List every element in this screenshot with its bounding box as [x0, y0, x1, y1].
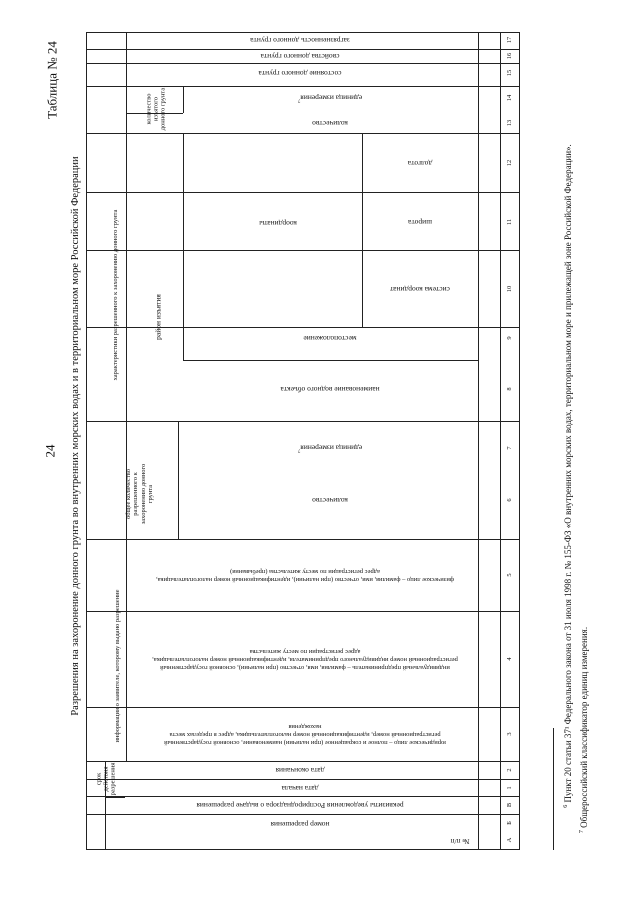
col-water-body: наименование водного объекта [280, 384, 380, 394]
col-location: местоположение [303, 333, 357, 343]
col-unit: единица измерения$^7$ [297, 443, 363, 453]
footnote-6: $^6$ Пункт 20 статьи 37¹ Федерального закона от 31 июля 1998 г. № 155-ФЗ «О внутренних морских водах, территориальном море и прилежащей зоне Российской Федерации». [563, 144, 573, 808]
footnote-7: $^7$ Общероссийский классификатор единиц измерения. [579, 626, 589, 834]
col-quantity: количество [312, 495, 348, 505]
index-cell: 8 [505, 387, 513, 391]
col-coord-system: система координат [390, 284, 450, 294]
index-cell: 9 [505, 336, 513, 340]
col-longitude: долгота [407, 158, 433, 168]
table-title: Разрешения на захоронение донного грунта во внутренних морских водах и в территориальном море Российской Федерации [69, 156, 81, 716]
col-coordinates: координаты [259, 218, 297, 228]
index-cell: 6 [505, 498, 513, 502]
col-legal-entity: юридическое лицо – полное и сокращенное (при наличии) наименование, основной государственный регистрационный номер, идентификационный номер налогоплательщика, адрес в пределах места нахождения [164, 722, 446, 747]
col-individual: физическое лицо – фамилия, имя, отчество (при наличии), идентификационный номер налогоплательщика, адрес регистрации по месту жительства (пребывания) [155, 568, 455, 584]
validity-group-header: срок действия разрешения [95, 762, 117, 796]
index-cell: 14 [505, 94, 513, 102]
index-cell: 16 [505, 52, 513, 60]
index-cell: 13 [505, 119, 513, 127]
page-number: 24 [42, 444, 58, 458]
col-num: № п/п [450, 836, 470, 846]
index-cell: В [505, 802, 513, 808]
col-soil-pollution: загрязненность донного грунта [250, 35, 350, 45]
index-cell: 1 [505, 786, 513, 790]
index-cell: 3 [505, 732, 513, 736]
col-entrepreneur: индивидуальный предприниматель – фамилия, имя, отчество (при наличии), основной государственный регистрационный номер индивидуального предпринимателя, идентификационный номер налогоплательщика, адрес регистрации по месту жительства [152, 647, 458, 672]
col-permit-number: номер разрешения [270, 819, 330, 829]
total-amount-group-header: общее количество разрешенного к захоронению донного грунта [124, 463, 154, 525]
index-cell: 7 [505, 446, 513, 450]
extracted-amount-group-header: количество изъятого донного грунта [144, 87, 167, 130]
applicant-group-header: информация о заявителе, которому выдано разрешение [113, 589, 121, 743]
characteristics-group-header: характеристики разрешенного к захоронению донного грунта [111, 209, 119, 381]
index-cell: 11 [505, 218, 513, 226]
col-unit2: единица измерения$^7$ [297, 93, 363, 103]
index-cell: 10 [505, 285, 513, 293]
index-cell: 15 [505, 69, 513, 77]
col-start-date: дата начала [281, 783, 319, 793]
footnote-rule [553, 728, 554, 850]
index-cell: 12 [505, 159, 513, 167]
index-cell: Б [505, 821, 513, 825]
col-latitude: широта [408, 217, 432, 227]
extraction-area-header: район изъятия [153, 294, 163, 340]
index-cell: 17 [505, 36, 513, 44]
index-cell: А [505, 837, 513, 843]
index-cell: 2 [505, 768, 513, 772]
index-cell: 5 [505, 573, 513, 577]
index-cell: 4 [505, 657, 513, 661]
col-rosprirodnadzor: реквизиты уведомления Росприроднадзора о выдаче разрешения [196, 800, 404, 810]
col-quantity2: количество [312, 118, 348, 128]
col-soil-state: состояние донного грунта [258, 68, 342, 78]
table-label: Таблица № 24 [44, 41, 60, 119]
col-end-date: дата окончания [275, 765, 325, 775]
col-soil-properties: свойства донного грунта [260, 51, 340, 61]
